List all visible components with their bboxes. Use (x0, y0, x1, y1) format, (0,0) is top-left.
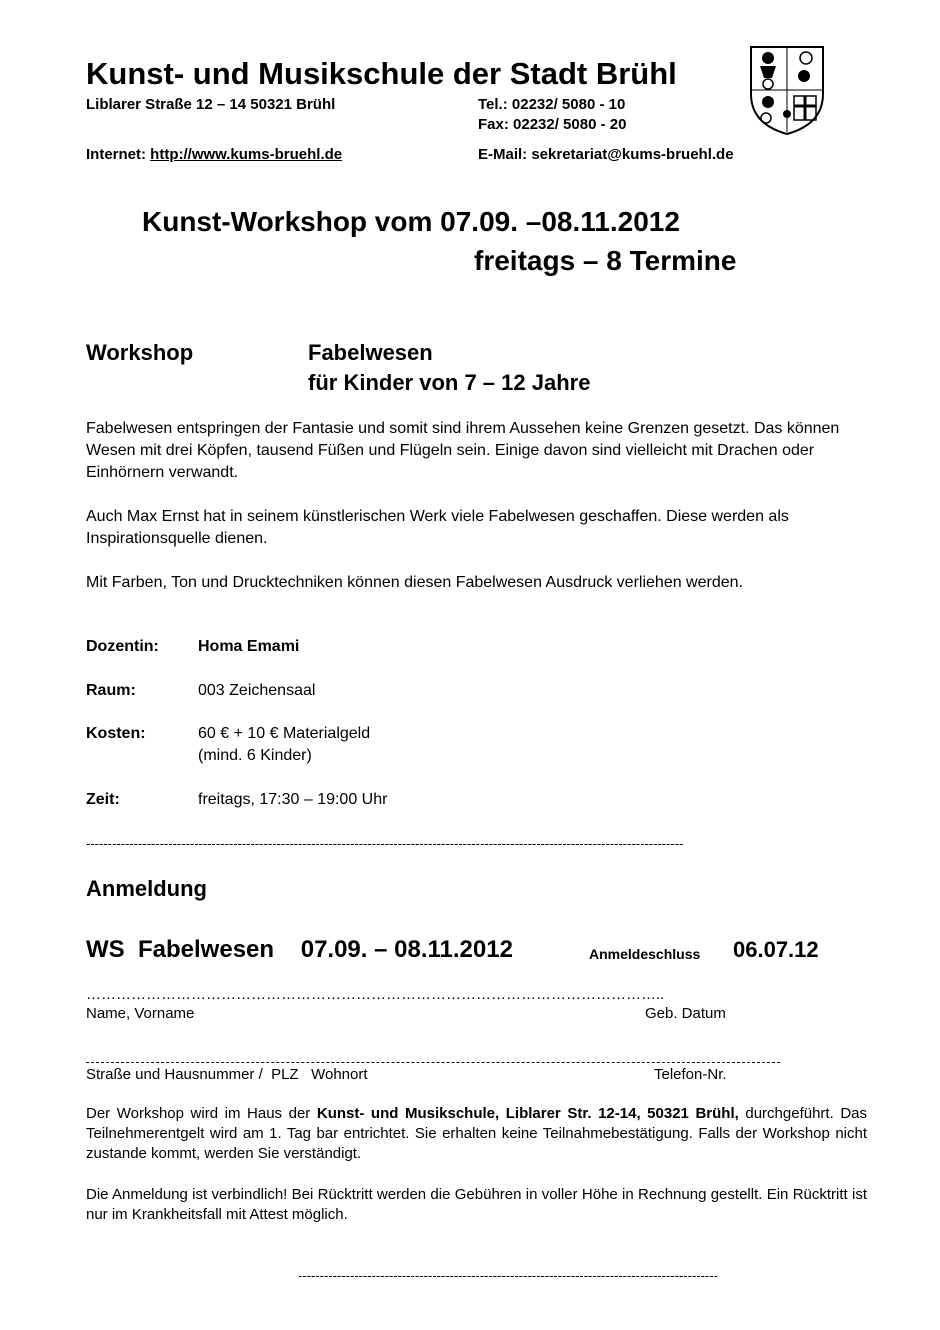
school-address: Liblarer Straße 12 – 14 50321 Brühl (86, 96, 336, 113)
registration-info-address: Kunst- und Musikschule, Liblarer Str. 12-14, 50321 Brühl, (316, 1105, 739, 1122)
address-input-line[interactable] (86, 1062, 780, 1063)
raum-label: Raum: (86, 682, 136, 699)
kosten-label: Kosten: (86, 725, 146, 742)
description-paragraph-1: Fabelwesen entspringen der Fantasie und somit sind ihrem Aussehen keine Grenzen gesetzt. Das können Wesen mit drei Köpfen, tausend Füßen und Flügeln sein. Einige davon sind vielleicht mit Drachen oder Einhörnern verwandt. (86, 420, 840, 481)
description-paragraph-2: Auch Max Ernst hat in seinem künstlerischen Werk viele Fabelwesen geschaffen. Diese werden als Inspirationsquelle dienen. (86, 508, 789, 547)
address-label: Straße und Hausnummer / PLZ Wohnort (86, 1066, 368, 1083)
phone-label: Telefon-Nr. (654, 1066, 727, 1083)
school-phone: Tel.: 02232/ 5080 - 10 (478, 96, 626, 113)
registration-info (86, 1104, 867, 1164)
cut-separator: ------------------------------------------------------------------------------------------------------------------------------------------ (86, 836, 684, 851)
raum-value: 003 Zeichensaal (198, 682, 316, 699)
registration-info-end: durchgeführt. Das Teilnehmerentgelt wird am 1. Tag bar entrichtet. Sie erhalten keine Teilnahmebestätigung. Falls der Workshop nicht zustande kommt, werden Sie verständigt. (86, 1105, 867, 1162)
signature-line[interactable]: ------------------------------------------------------------------------------------------------- (298, 1268, 718, 1283)
zeit-value: freitags, 17:30 – 19:00 Uhr (198, 791, 388, 808)
kosten-note: (mind. 6 Kinder) (198, 747, 312, 764)
deadline-label: Anmeldeschluss (589, 946, 701, 962)
internet-line (86, 146, 342, 163)
zeit-label: Zeit: (86, 791, 120, 808)
dozentin-value: Homa Emami (198, 638, 300, 655)
deadline-value: 06.07.12 (733, 937, 819, 962)
internet-label: Internet: (86, 146, 146, 163)
coat-of-arms-icon (748, 44, 826, 136)
school-name: Kunst- und Musikschule der Stadt Brühl (86, 56, 677, 91)
registration-heading: Anmeldung (86, 876, 207, 901)
registration-workshop-line: WS Fabelwesen 07.09. – 08.11.2012 (86, 936, 513, 963)
workshop-title-line2: freitags – 8 Termine (474, 245, 737, 276)
description-paragraph-3: Mit Farben, Ton und Drucktechniken können diesen Fabelwesen Ausdruck verliehen werden. (86, 574, 743, 591)
school-email: E-Mail: sekretariat@kums-bruehl.de (478, 146, 734, 163)
binding-note: Die Anmeldung ist verbindlich! Bei Rücktritt werden die Gebühren in voller Höhe in Rechnung gestellt. Ein Rücktritt ist nur im Krankheitsfall mit Attest möglich. (86, 1186, 867, 1223)
kosten-value: 60 € + 10 € Materialgeld (198, 725, 371, 742)
registration-info-start: Der Workshop wird im Haus der (86, 1105, 317, 1122)
school-fax: Fax: 02232/ 5080 - 20 (478, 116, 627, 133)
workshop-name: Fabelwesen (308, 340, 433, 365)
workshop-audience: für Kinder von 7 – 12 Jahre (308, 370, 591, 395)
birthdate-label: Geb. Datum (645, 1005, 726, 1022)
workshop-title-line1: Kunst-Workshop vom 07.09. –08.11.2012 (142, 206, 680, 237)
name-label: Name, Vorname (86, 1005, 195, 1022)
dozentin-label: Dozentin: (86, 638, 159, 655)
website-link[interactable]: http://www.kums-bruehl.de (150, 146, 343, 163)
name-input-line[interactable]: …………………………………………………………………………………………………….. (86, 986, 665, 1003)
workshop-label: Workshop (86, 340, 194, 365)
